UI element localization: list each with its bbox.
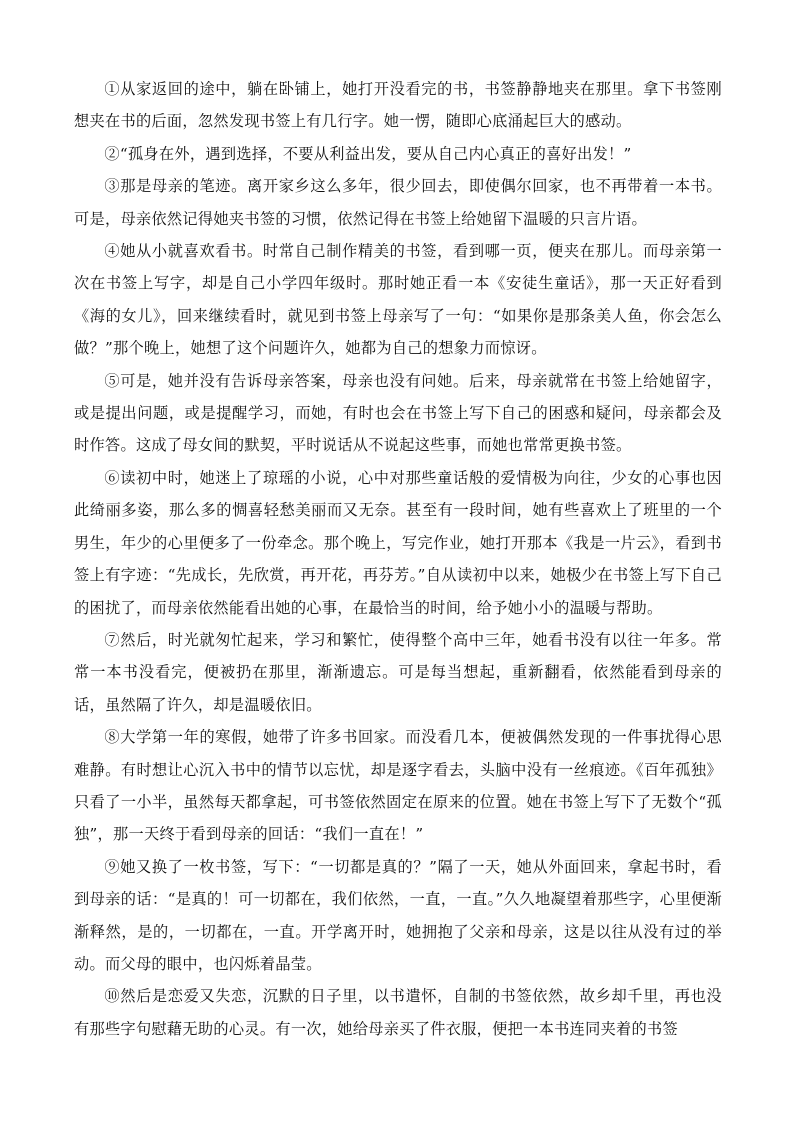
paragraph-2: ②“孤身在外，遇到选择，不要从利益出发，要从自己内心真正的喜好出发！” xyxy=(104,144,632,163)
paragraph-10: ⑩然后是恋爱又失恋，沉默的日子里，以书遣怀，自制的书签依然，故乡却千里，再也没有那些字句慰藉无助的心灵。有一次，她给母亲买了件衣服，便把一本书连同夹着的书签 xyxy=(74,987,722,1038)
paragraph-5: ⑤可是，她并没有告诉母亲答案，母亲也没有问她。后来，母亲就常在书签上给她留字，或是提出问题，或是提醒学习，而她，有时也会在书签上写下自己的困惑和疑问，母亲都会及时作答。这成了母女间的默契，平时说话从不说起这些事，而她也常常更换书签。 xyxy=(74,371,722,455)
paragraph-4: ④她从小就喜欢看书。时常自己制作精美的书签，看到哪一页，便夹在那儿。而母亲第一次在书签上写字，却是自己小学四年级时。那时她正看一本《安徒生童话》，那一天正好看到《海的女儿》，回来继续看时，就见到书签上母亲写了一句：“如果你是那条美人鱼，你会怎么做？”那个晚上，她想了这个问题许久，她都为自己的想象力而惊讶。 xyxy=(74,242,722,358)
paragraph-7: ⑦然后，时光就匆忙起来，学习和繁忙，使得整个高中三年，她看书没有以往一年多。常常一本书没看完，便被扔在那里，渐渐遗忘。可是每当想起，重新翻看，依然能看到母亲的话，虽然隔了许久，却是温暖依旧。 xyxy=(74,630,722,714)
document-page xyxy=(74,73,722,1045)
paragraph-1: ①从家返回的途中，躺在卧铺上，她打开没看完的书，书签静静地夹在那里。拿下书签刚想夹在书的后面，忽然发现书签上有几行字。她一愣，随即心底涌起巨大的感动。 xyxy=(74,80,722,131)
paragraph-6: ⑥读初中时，她迷上了琼瑶的小说，心中对那些童话般的爱情极为向往，少女的心事也因此绮丽多姿，那么多的惆喜轻愁美丽而又无奈。甚至有一段时间，她有些喜欢上了班里的一个男生，年少的心里便多了一份牵念。那个晚上，写完作业，她打开那本《我是一片云》，看到书签上有字迹：“先成长，先欣赏，再开花，再芬芳。”自从读初中以来，她极少在书签上写下自己的困扰了，而母亲依然能看出她的心事，在最恰当的时间，给予她小小的温暖与帮助。 xyxy=(74,468,722,617)
paragraph-9: ⑨她又换了一枚书签，写下：“一切都是真的？”隔了一天，她从外面回来，拿起书时，看到母亲的话：“是真的！可一切都在，我们依然，一直，一直。”久久地凝望着那些字，心里便渐渐释然，是的，一切都在，一直。开学离开时，她拥抱了父亲和母亲，这是以往从没有过的举动。而父母的眼中，也闪烁着晶莹。 xyxy=(74,857,722,973)
paragraph-8: ⑧大学第一年的寒假，她带了许多书回家。而没看几本，便被偶然发现的一件事扰得心思难静。有时想让心沉入书中的情节以忘忧，却是逐字看去，头脑中没有一丝痕迹。《百年孤独》只看了一小半，虽然每天都拿起，可书签依然固定在原来的位置。她在书签上写下了无数个“孤独”，那一天终于看到母亲的回话：“我们一直在！” xyxy=(74,728,722,844)
paragraph-3: ③那是母亲的笔迹。离开家乡这么多年，很少回去，即使偶尔回家，也不再带着一本书。可是，母亲依然记得她夹书签的习惯，依然记得在书签上给她留下温暖的只言片语。 xyxy=(74,177,722,228)
